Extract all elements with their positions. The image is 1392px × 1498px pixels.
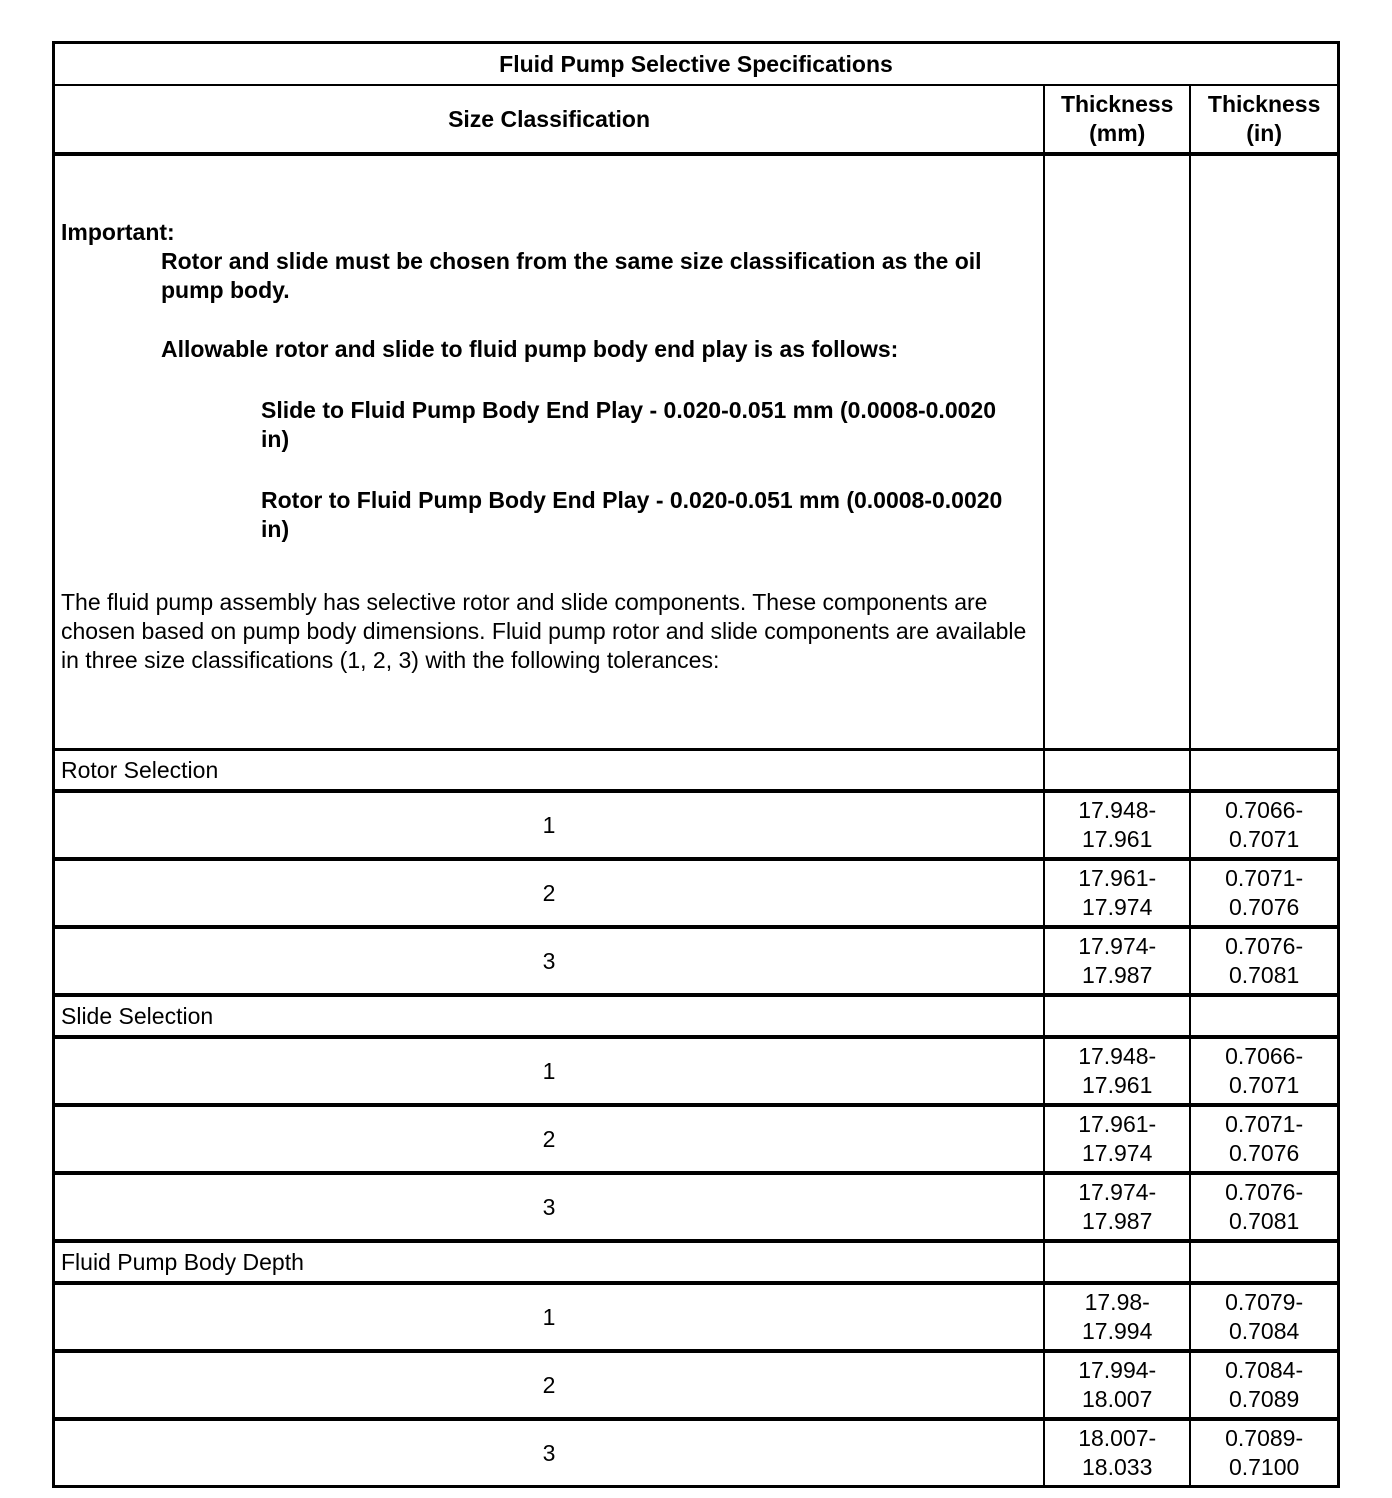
table-row bbox=[54, 1105, 1339, 1173]
thickness-in-cell: 0.7079-0.7084 bbox=[1190, 1283, 1338, 1351]
section-empty-in bbox=[1190, 1241, 1338, 1283]
intro-paragraph: The fluid pump assembly has selective rotor and slide components. These components are chosen based on pump body dimensions. Fluid pump rotor and slide components are available in three size classifications (1, 2, 3) with the following tolerances: bbox=[61, 589, 1027, 673]
table-row bbox=[54, 1283, 1339, 1351]
thickness-in-cell: 0.7089-0.7100 bbox=[1190, 1419, 1338, 1487]
table-row bbox=[54, 791, 1339, 859]
thickness-mm-cell: 17.961-17.974 bbox=[1044, 859, 1190, 927]
size-cell: 3 bbox=[54, 927, 1045, 995]
thickness-mm-cell: 17.994-18.007 bbox=[1044, 1351, 1190, 1419]
thickness-mm-cell: 18.007-18.033 bbox=[1044, 1419, 1190, 1487]
size-cell: 3 bbox=[54, 1419, 1045, 1487]
thickness-in-cell: 0.7071-0.7076 bbox=[1190, 1105, 1338, 1173]
thickness-in-cell: 0.7066-0.7071 bbox=[1190, 791, 1338, 859]
section-label: Fluid Pump Body Depth bbox=[54, 1241, 1045, 1283]
thickness-in-cell: 0.7066-0.7071 bbox=[1190, 1037, 1338, 1105]
thickness-mm-cell: 17.974-17.987 bbox=[1044, 927, 1190, 995]
section-empty-mm bbox=[1044, 995, 1190, 1037]
section-empty-in bbox=[1190, 995, 1338, 1037]
column-header-thickness-in: Thickness (in) bbox=[1190, 85, 1338, 154]
size-cell: 1 bbox=[54, 1283, 1045, 1351]
section-label: Rotor Selection bbox=[54, 750, 1045, 792]
slide-end-play: Slide to Fluid Pump Body End Play - 0.020-0.051 mm (0.0008-0.0020 in) bbox=[261, 397, 996, 452]
sections-body bbox=[54, 750, 1339, 1487]
thickness-in-cell: 0.7076-0.7081 bbox=[1190, 1173, 1338, 1241]
thickness-mm-cell: 17.948-17.961 bbox=[1044, 1037, 1190, 1105]
spec-table bbox=[52, 41, 1340, 1488]
table-row bbox=[54, 1037, 1339, 1105]
size-cell: 1 bbox=[54, 791, 1045, 859]
size-cell: 1 bbox=[54, 1037, 1045, 1105]
intro-empty-in bbox=[1190, 154, 1338, 750]
section-empty-mm bbox=[1044, 1241, 1190, 1283]
column-header-size: Size Classification bbox=[54, 85, 1045, 154]
thickness-mm-cell: 17.974-17.987 bbox=[1044, 1173, 1190, 1241]
table-row bbox=[54, 859, 1339, 927]
table-title: Fluid Pump Selective Specifications bbox=[54, 43, 1339, 86]
important-line-2: Allowable rotor and slide to fluid pump body end play is as follows: bbox=[161, 336, 899, 362]
column-header-thickness-mm: Thickness (mm) bbox=[1044, 85, 1190, 154]
size-cell: 2 bbox=[54, 1105, 1045, 1173]
table-row bbox=[54, 1351, 1339, 1419]
section-empty-in bbox=[1190, 750, 1338, 792]
section-row bbox=[54, 750, 1339, 792]
section-row bbox=[54, 1241, 1339, 1283]
table-row bbox=[54, 1419, 1339, 1487]
table-row bbox=[54, 927, 1339, 995]
thickness-mm-cell: 17.948-17.961 bbox=[1044, 791, 1190, 859]
table-row bbox=[54, 1173, 1339, 1241]
thickness-in-cell: 0.7071-0.7076 bbox=[1190, 859, 1338, 927]
important-label: Important: bbox=[61, 219, 175, 245]
intro-row bbox=[54, 154, 1339, 750]
size-cell: 3 bbox=[54, 1173, 1045, 1241]
intro-cell bbox=[54, 154, 1045, 750]
rotor-end-play: Rotor to Fluid Pump Body End Play - 0.020-0.051 mm (0.0008-0.0020 in) bbox=[261, 487, 1003, 542]
size-cell: 2 bbox=[54, 859, 1045, 927]
thickness-in-cell: 0.7084-0.7089 bbox=[1190, 1351, 1338, 1419]
size-cell: 2 bbox=[54, 1351, 1045, 1419]
important-line-1: Rotor and slide must be chosen from the same size classification as the oil pump body. bbox=[161, 248, 982, 303]
thickness-mm-cell: 17.98-17.994 bbox=[1044, 1283, 1190, 1351]
thickness-in-cell: 0.7076-0.7081 bbox=[1190, 927, 1338, 995]
section-row bbox=[54, 995, 1339, 1037]
header-row bbox=[54, 85, 1339, 154]
title-row bbox=[54, 43, 1339, 86]
section-label: Slide Selection bbox=[54, 995, 1045, 1037]
section-empty-mm bbox=[1044, 750, 1190, 792]
intro-empty-mm bbox=[1044, 154, 1190, 750]
thickness-mm-cell: 17.961-17.974 bbox=[1044, 1105, 1190, 1173]
